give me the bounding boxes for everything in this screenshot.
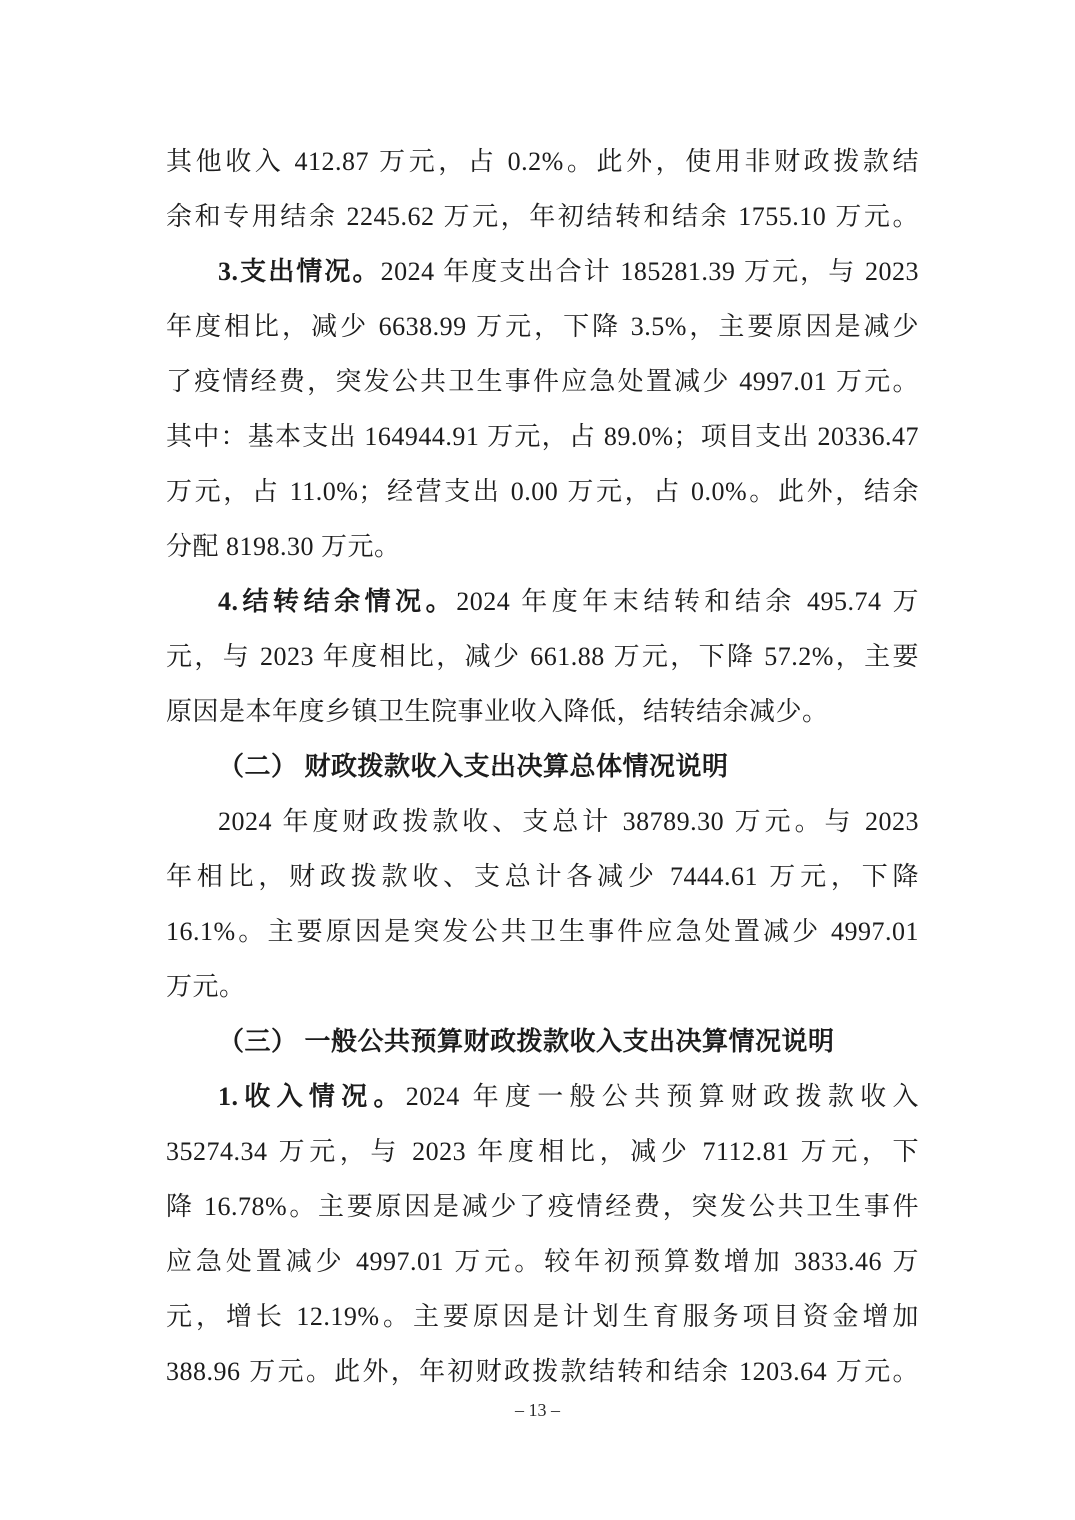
body-text: 年度相比，减少 6638.99 万元，下降 3.5%，主要原因是减少 [166,312,919,341]
text-line [166,1069,919,1124]
text-line [166,1234,919,1289]
body-text: 元，增长 12.19%。主要原因是计划生育服务项目资金增加 [166,1302,919,1331]
text-line [166,354,919,409]
text-line [166,1014,919,1069]
bold-text: 3.支出情况。 [218,257,381,286]
body-text: 万元，占 11.0%；经营支出 0.00 万元，占 0.0%。此外，结余 [166,477,919,506]
body-text: 2024 年度年末结转和结余 495.74 万 [456,587,919,616]
body-text: 原因是本年度乡镇卫生院事业收入降低，结转结余减少。 [166,697,829,726]
body-text: 其中：基本支出 164944.91 万元，占 89.0%；项目支出 20336.47 [166,422,919,451]
text-line [166,519,919,574]
body-text: 元，与 2023 年度相比，减少 661.88 万元，下降 57.2%，主要 [166,642,919,671]
body-text: 2024 年度一般公共预算财政拨款收入 [405,1082,919,1111]
body-text: 16.1%。主要原因是突发公共卫生事件应急处置减少 4997.01 [166,917,919,946]
body-text: 2024 年度财政拨款收、支总计 38789.30 万元。与 2023 [218,807,919,836]
text-line [166,464,919,519]
body-text: 分配 8198.30 万元。 [166,532,401,561]
body-text: 余和专用结余 2245.62 万元，年初结转和结余 1755.10 万元。 [166,202,919,231]
text-line [166,684,919,739]
bold-text: 1.收入情况。 [218,1082,406,1111]
text-line [166,244,919,299]
body-text: 35274.34 万元，与 2023 年度相比，减少 7112.81 万元，下 [166,1137,919,1166]
body-text: 降 16.78%。主要原因是减少了疫情经费，突发公共卫生事件 [166,1192,919,1221]
text-line [166,1289,919,1344]
body-text: 年相比，财政拨款收、支总计各减少 7444.61 万元，下降 [166,862,919,891]
text-line [166,794,919,849]
text-line [166,574,919,629]
text-line [166,189,919,244]
text-line [166,629,919,684]
body-text: 万元。 [166,972,246,1001]
bold-text: （二） 财政拨款收入支出决算总体情况说明 [218,752,729,781]
body-text: 了疫情经费，突发公共卫生事件应急处置减少 4997.01 万元。 [166,367,919,396]
text-line [166,134,919,189]
text-line [166,409,919,464]
text-line [166,959,919,1014]
text-line [166,1179,919,1234]
body-text: 2024 年度支出合计 185281.39 万元，与 2023 [380,257,919,286]
text-line [166,1124,919,1179]
page-footer [0,1398,1075,1422]
bold-text: （三） 一般公共预算财政拨款收入支出决算情况说明 [218,1027,835,1056]
text-line [166,739,919,794]
page-number: – 13 – [515,1400,560,1420]
body-text: 388.96 万元。此外，年初财政拨款结转和结余 1203.64 万元。 [166,1357,919,1386]
document-lines [166,134,919,1399]
text-line [166,1344,919,1399]
body-text: 其他收入 412.87 万元，占 0.2%。此外，使用非财政拨款结 [166,147,919,176]
text-line [166,849,919,904]
body-text: 应急处置减少 4997.01 万元。较年初预算数增加 3833.46 万 [166,1247,919,1276]
bold-text: 4.结转结余情况。 [218,587,457,616]
text-line [166,904,919,959]
text-line [166,299,919,354]
